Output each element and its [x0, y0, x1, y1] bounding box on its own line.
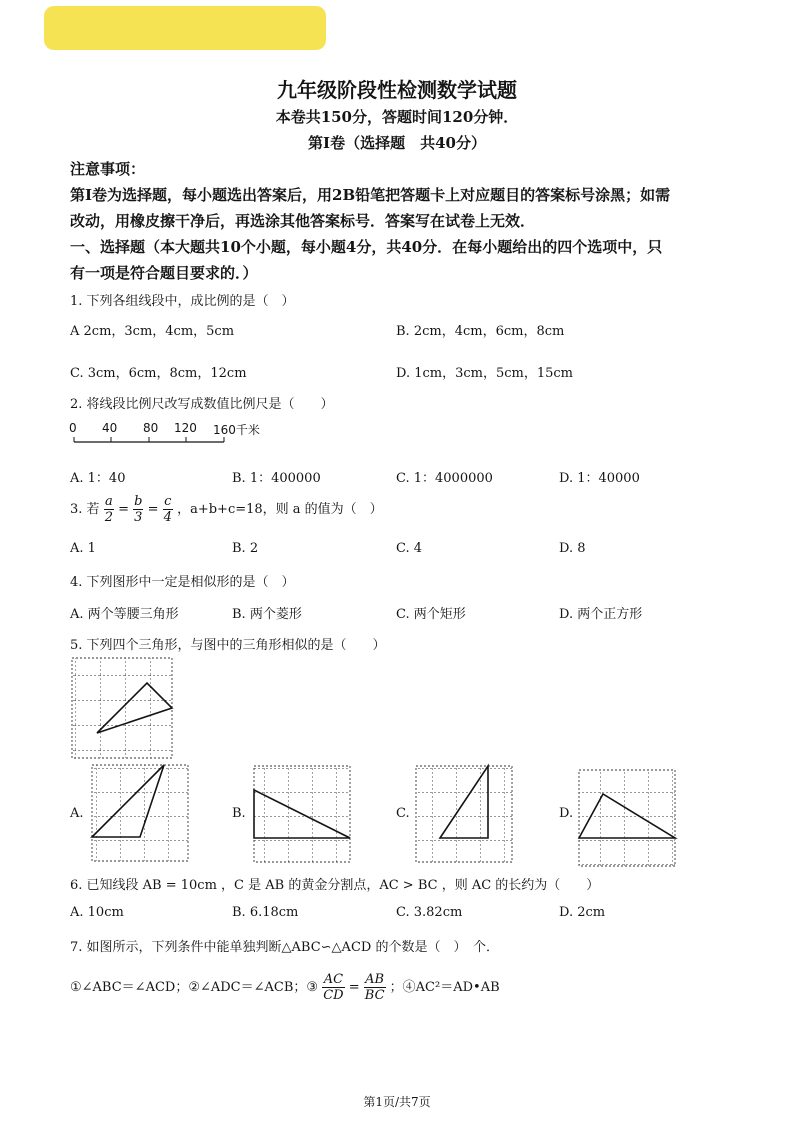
page-number: 第1页/共7页 — [363, 1095, 431, 1109]
page-title: 九年级阶段性检测数学试题 — [277, 78, 517, 102]
q1-option-a: A 2cm，3cm，4cm，5cm — [70, 324, 235, 339]
q4-option-d: D. 两个正方形 — [559, 607, 643, 622]
scale-tick-160: 160千米 — [213, 423, 260, 437]
q6-stem: 6. 已知线段 AB = 10cm ，C 是 AB 的黄金分割点，AC > BC ，则 AC 的长约为（ ） — [70, 878, 600, 893]
q2-stem: 2. 将线段比例尺改写成数值比例尺是（ ） — [70, 397, 334, 412]
q6-option-a: A. 10cm — [70, 905, 124, 920]
q5-grid-c — [416, 766, 512, 862]
q3-stem: 3. 若 $\frac{a}{2}$ = $\frac{b}{3}$ = $\frac{c}{4}$ ，a+b+c=18，则 a 的值为（ ） — [70, 494, 383, 525]
q5-grid-a — [92, 765, 188, 861]
q6-option-d: D. 2cm — [559, 905, 606, 920]
scale-tick-80: 80 — [143, 421, 159, 435]
exam-info: 本卷共150分，答题时间120分钟． — [275, 108, 519, 126]
q3-option-b: B. 2 — [232, 541, 259, 556]
q5-option-c: C. — [396, 806, 410, 821]
scale-tick-40: 40 — [102, 421, 118, 435]
q4-option-a: A. 两个等腰三角形 — [70, 607, 179, 622]
q4-option-b: B. 两个菱形 — [232, 607, 302, 622]
q5-grid-b — [254, 766, 350, 862]
q6-option-b: B. 6.18cm — [232, 905, 299, 920]
notice-line-1: 第Ⅰ卷为选择题，每小题选出答案后，用2B铅笔把答题卡上对应题目的答案标号涂黑；如需 — [70, 186, 671, 204]
q4-stem: 4. 下列图形中一定是相似形的是（ ） — [70, 575, 295, 590]
q7-stem: 7. 如图所示，下列条件中能单独判断△ABC∽△ACD 的个数是（ ） 个． — [70, 940, 499, 955]
q2-option-c: C. 1：4000000 — [396, 471, 493, 486]
notice-heading: 注意事项： — [70, 160, 146, 178]
q3-fraction-b: $\frac{b}{3}$ — [134, 494, 143, 525]
q5-grid-d — [579, 770, 675, 866]
section-heading: 第Ⅰ卷（选择题 共40分） — [308, 134, 486, 152]
q1-option-d: D. 1cm，3cm，5cm，15cm — [396, 366, 574, 381]
q5-stem: 5. 下列四个三角形，与图中的三角形相似的是（ ） — [70, 638, 386, 653]
q2-option-d: D. 1：40000 — [559, 471, 640, 486]
q3-prefix: 3. 若 — [70, 502, 100, 517]
scale-tick-120: 120 — [174, 421, 197, 435]
q4-option-c: C. 两个矩形 — [396, 607, 466, 622]
q5-option-a: A. — [70, 806, 84, 821]
q7-fraction-2: $\frac{AB}{BC}$ — [364, 972, 385, 1003]
part-heading-line-1: 一、选择题（本大题共10个小题，每小题4分，共40分．在每小题给出的四个选项中，只 — [70, 238, 663, 256]
q2-option-b: B. 1：400000 — [232, 471, 321, 486]
q3-option-d: D. 8 — [559, 541, 586, 556]
q5-option-b: B. — [232, 806, 246, 821]
q3-fraction-a: $\frac{a}{2}$ — [104, 494, 113, 525]
scale-tick-0: 0 — [69, 421, 77, 435]
q3-fraction-c: $\frac{c}{4}$ — [163, 494, 172, 525]
part-heading-line-2: 有一项是符合题目要求的．） — [70, 264, 258, 282]
q3-option-a: A. 1 — [70, 541, 96, 556]
q7-fraction-1: $\frac{AC}{CD}$ — [323, 972, 344, 1003]
q1-option-c: C. 3cm，6cm，8cm，12cm — [70, 366, 247, 381]
q1-stem: 1. 下列各组线段中，成比例的是（ ） — [70, 294, 295, 309]
notice-line-2: 改动，用橡皮擦干净后，再选涂其他答案标号．答案写在试卷上无效． — [70, 212, 536, 230]
q5-option-d: D. — [559, 806, 574, 821]
q5-reference-grid — [72, 658, 172, 758]
q1-option-b: B. 2cm，4cm，6cm，8cm — [396, 324, 565, 339]
q3-rest: ，a+b+c=18，则 a 的值为（ ） — [177, 502, 383, 517]
q3-option-c: C. 4 — [396, 541, 423, 556]
q2-option-a: A. 1：40 — [70, 471, 126, 486]
q7-conditions: ①∠ABC＝∠ACD；②∠ADC＝∠ACB；③ $\frac{AC}{CD}$ = $\frac{AB}{BC}$ ；④AC²＝AD•AB — [70, 972, 500, 1003]
q6-option-c: C. 3.82cm — [396, 905, 463, 920]
